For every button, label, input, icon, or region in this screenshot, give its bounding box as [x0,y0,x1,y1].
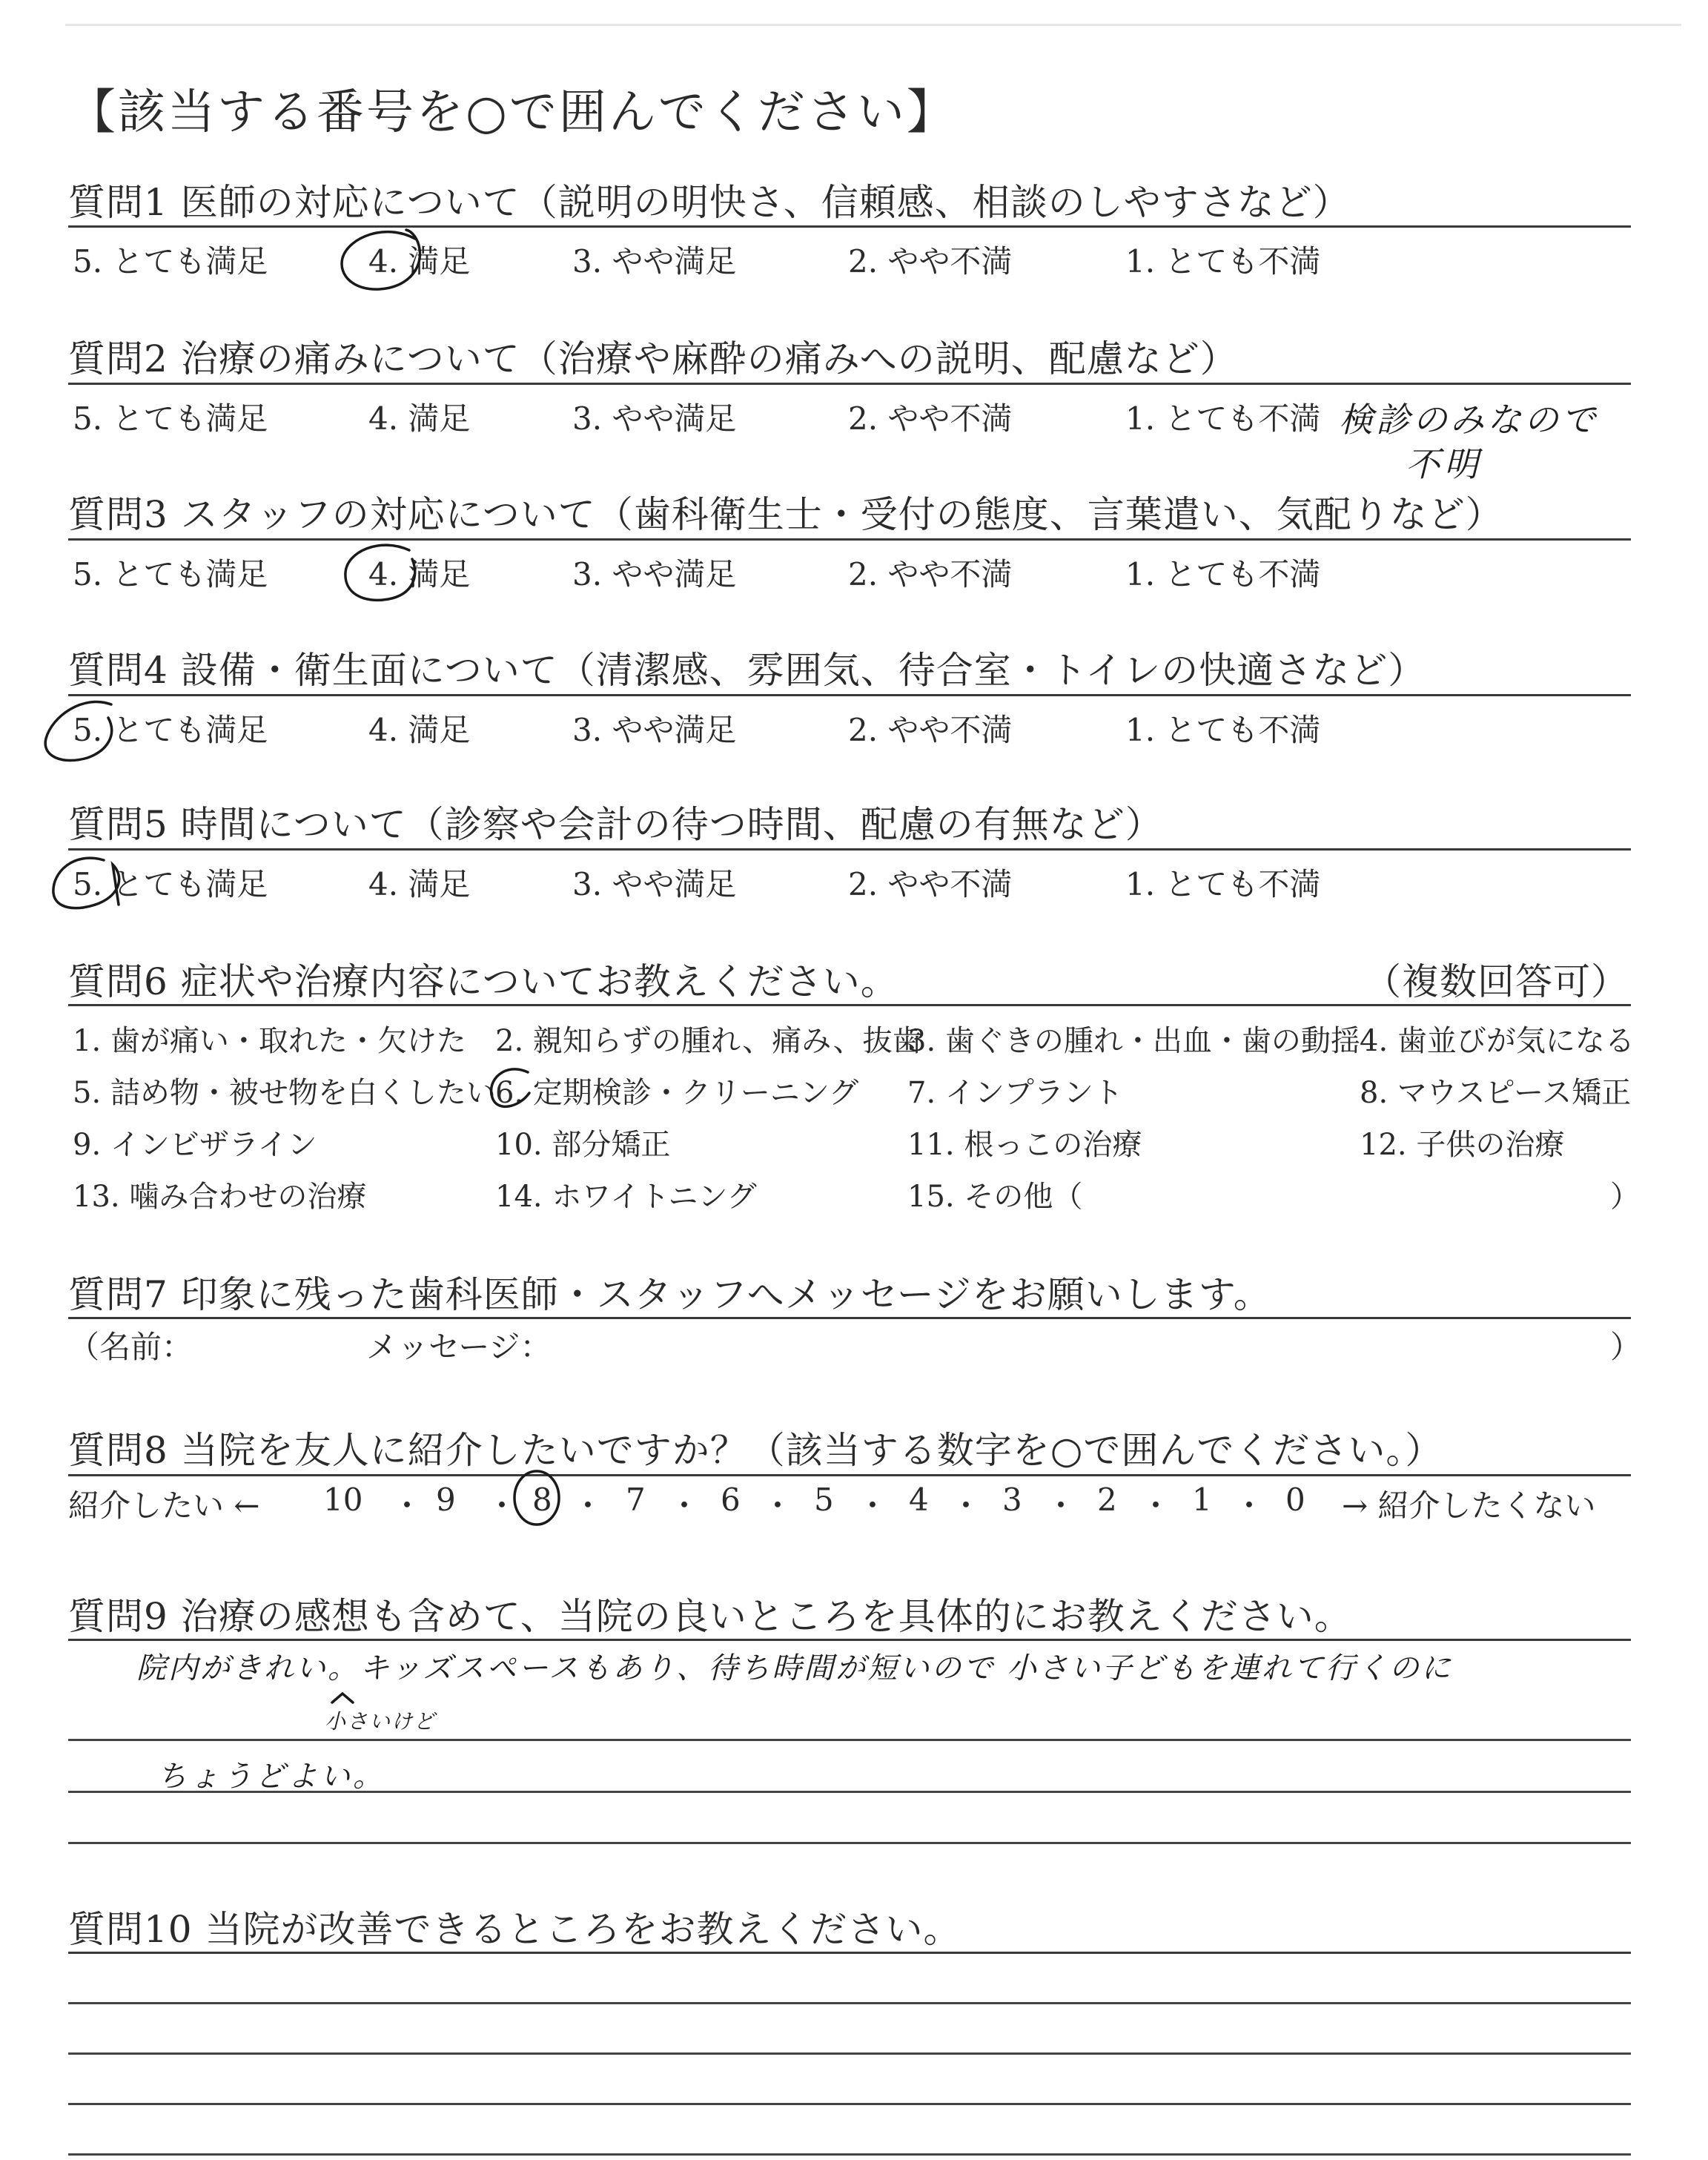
q7-name-label: （名前： [68,1329,193,1365]
q8-scale-4[interactable]: 4 [909,1482,929,1518]
q2-option-1[interactable]: 1. とても不満 [1125,400,1321,437]
q6-selection-circle [491,1069,529,1106]
q4-option-2[interactable]: 2. やや不満 [848,712,1013,748]
q6-item-5[interactable]: 5. 詰め物・被せ物を白くしたい [73,1076,496,1110]
q3-title: 質問3 スタッフの対応について（歯科衛生士・受付の態度、言葉遣い、気配りなど） [68,493,1503,536]
q2-option-5[interactable]: 5. とても満足 [73,400,268,437]
q9-answer-line2: ちょうどよい。 [157,1760,385,1794]
q5-option-2[interactable]: 2. やや不満 [848,866,1013,902]
q2-handwritten-note-line2: 不明 [1406,444,1483,484]
q9-insert-caret [332,1694,353,1702]
q2-option-3[interactable]: 3. やや満足 [572,400,737,437]
q6-item-8[interactable]: 8. マウスピース矯正 [1360,1076,1632,1110]
q6-item-11[interactable]: 11. 根っこの治療 [907,1128,1142,1162]
q8-scale-10[interactable]: 10 [323,1482,363,1518]
q6-item-12[interactable]: 12. 子供の治療 [1360,1128,1565,1162]
q8-right-label: → 紹介したくない [1342,1487,1596,1524]
q8-scale-8[interactable]: 8 [532,1482,552,1518]
q8-selection-circle [514,1471,559,1525]
q4-title: 質問4 設備・衛生面について（清潔感、雰囲気、待合室・トイレの快適さなど） [68,649,1426,692]
q6-item-15[interactable]: 15. その他（ [907,1180,1083,1214]
q8-scale-7[interactable]: 7 [626,1482,646,1518]
q7-title: 質問7 印象に残った歯科医師・スタッフへメッセージをお願いします。 [68,1273,1271,1316]
q6-item-2[interactable]: 2. 親知らずの腫れ、痛み、抜歯 [495,1024,922,1058]
q8-dot: ・ [1234,1487,1265,1524]
q2-title: 質問2 治療の痛みについて（治療や麻酔の痛みへの説明、配慮など） [68,337,1238,380]
q8-scale-9[interactable]: 9 [436,1482,456,1518]
q8-title: 質問8 当院を友人に紹介したいですか？（該当する数字を○で囲んでください。） [68,1429,1443,1472]
q6-item-6[interactable]: 6. 定期検診・クリーニング [495,1076,859,1110]
q2-option-4[interactable]: 4. 満足 [368,400,471,437]
q9-title: 質問9 治療の感想も含めて、当院の良いところを具体的にお教えください。 [68,1595,1352,1638]
q9-answer-insert: 小さいけど [325,1709,437,1734]
q8-scale-1[interactable]: 1 [1192,1482,1212,1518]
q8-scale-6[interactable]: 6 [721,1482,741,1518]
q8-left-label: 紹介したい ← [68,1487,260,1524]
q9-answer-line1: 院内がきれい。キッズスペースもあり、待ち時間が短いので 小さい子どもを連れて行くのに [136,1651,1453,1685]
q3-option-1[interactable]: 1. とても不満 [1125,556,1321,592]
q8-dot: ・ [1140,1487,1172,1524]
q10-title: 質問10 当院が改善できるところをお教えください。 [68,1908,961,1951]
q8-dot: ・ [669,1487,701,1524]
q7-message-label: メッセージ： [366,1329,552,1365]
q6-title: 質問6 症状や治療内容についてお教えください。 [68,960,898,1003]
q6-item-3[interactable]: 3. 歯ぐきの腫れ・出血・歯の動揺 [907,1024,1360,1058]
q4-selection-circle [45,701,111,760]
q6-item-13[interactable]: 13. 噛み合わせの治療 [73,1180,367,1214]
q5-option-4[interactable]: 4. 満足 [368,866,471,902]
q1-title: 質問1 医師の対応について（説明の明快さ、信頼感、相談のしやすさなど） [68,181,1351,224]
q6-item-10[interactable]: 10. 部分矯正 [495,1128,671,1162]
q7-close-paren: ） [1610,1329,1642,1365]
q8-scale-3[interactable]: 3 [1002,1482,1022,1518]
q8-dot: ・ [572,1487,604,1524]
q6-item-9[interactable]: 9. インビザライン [73,1128,317,1162]
q8-scale-5[interactable]: 5 [814,1482,834,1518]
q4-option-1[interactable]: 1. とても不満 [1125,712,1321,748]
q8-dot: ・ [486,1487,518,1524]
q5-option-5[interactable]: 5. とても満足 [73,866,268,902]
q8-dot: ・ [950,1487,982,1524]
q8-dot: ・ [857,1487,889,1524]
q6-item-14[interactable]: 14. ホワイトニング [495,1180,757,1214]
q8-dot: ・ [391,1487,423,1524]
q1-option-5[interactable]: 5. とても満足 [73,243,268,280]
q8-scale-2[interactable]: 2 [1097,1482,1117,1518]
q3-option-5[interactable]: 5. とても満足 [73,556,268,592]
q6-item-4[interactable]: 4. 歯並びが気になる [1360,1024,1635,1058]
q4-option-3[interactable]: 3. やや満足 [572,712,737,748]
q5-selection-circle [53,858,119,908]
q3-selection-circle [345,545,415,600]
q8-dot: ・ [762,1487,794,1524]
q1-selection-circle [342,230,420,289]
q6-item-1[interactable]: 1. 歯が痛い・取れた・欠けた [73,1024,466,1058]
q4-option-4[interactable]: 4. 満足 [368,712,471,748]
q5-option-3[interactable]: 3. やや満足 [572,866,737,902]
q8-dot: ・ [1045,1487,1077,1524]
q8-scale-0[interactable]: 0 [1285,1482,1305,1518]
q3-option-4[interactable]: 4. 満足 [368,556,471,592]
q5-title: 質問5 時間について（診察や会計の待つ時間、配慮の有無など） [68,803,1163,846]
q6-item-15-close: ） [1610,1180,1640,1214]
q5-option-1[interactable]: 1. とても不満 [1125,866,1321,902]
form-header: 【該当する番号を○で囲んでください】 [68,85,956,140]
q6-item-7[interactable]: 7. インプラント [907,1076,1123,1110]
q2-handwritten-note-line1: 検診のみなので [1339,400,1598,440]
q4-option-5[interactable]: 5. とても満足 [73,712,268,748]
q2-option-2[interactable]: 2. やや不満 [848,400,1013,437]
q1-option-3[interactable]: 3. やや満足 [572,243,737,280]
q1-option-1[interactable]: 1. とても不満 [1125,243,1321,280]
q3-option-3[interactable]: 3. やや満足 [572,556,737,592]
q3-option-2[interactable]: 2. やや不満 [848,556,1013,592]
q1-option-2[interactable]: 2. やや不満 [848,243,1013,280]
q1-option-4[interactable]: 4. 満足 [368,243,471,280]
q6-multi-answer-note: （複数回答可） [1364,960,1629,1003]
